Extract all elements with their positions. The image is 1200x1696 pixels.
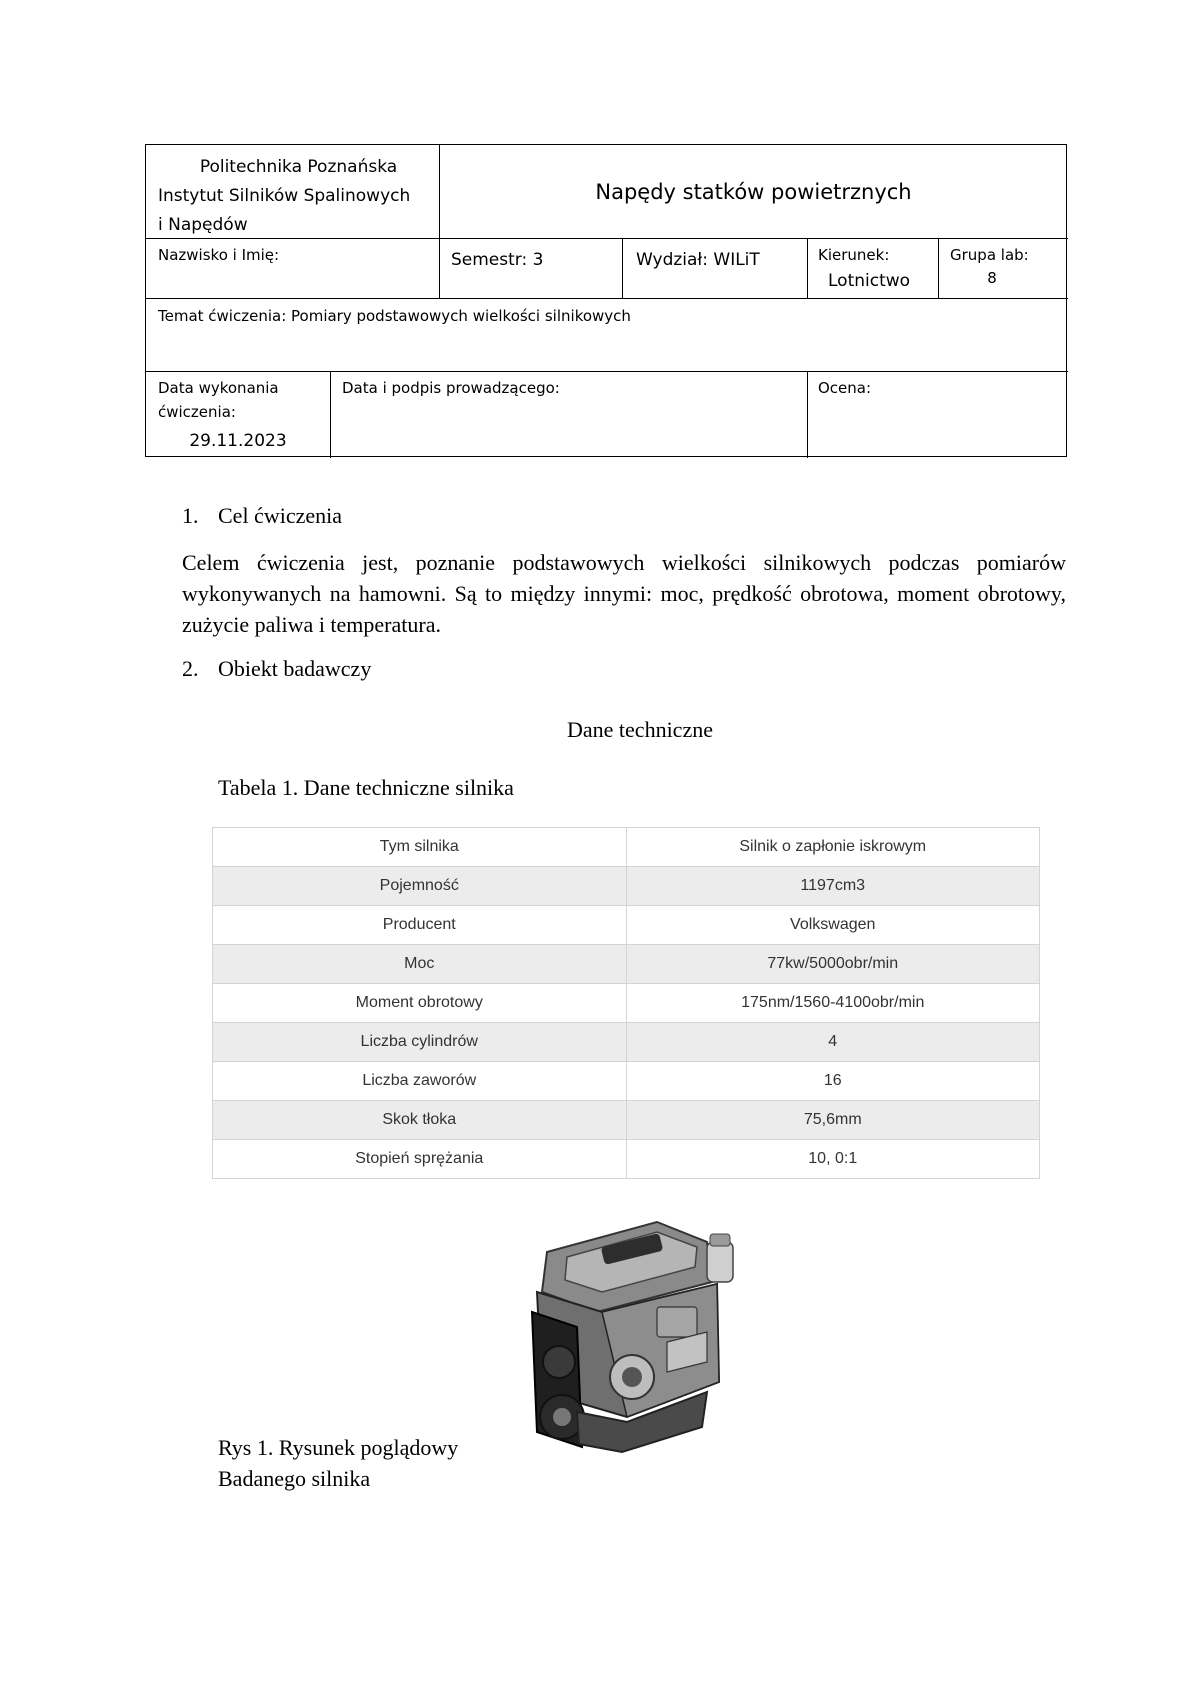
table-row (213, 1062, 1040, 1101)
spec-label: Pojemność (213, 867, 627, 906)
university-line1: Politechnika Poznańska (199, 157, 398, 177)
date-value: 29.11.2023 (189, 431, 287, 451)
spec-value: 1197cm3 (626, 867, 1040, 906)
spec-value: 4 (626, 1023, 1040, 1062)
spec-label: Tym silnika (213, 828, 627, 867)
divider (146, 298, 1068, 299)
major-label: Kierunek: (818, 246, 890, 264)
table-row (213, 828, 1040, 867)
spec-value: Silnik o zapłonie iskrowym (626, 828, 1040, 867)
spec-label: Moc (213, 945, 627, 984)
table-row (213, 867, 1040, 906)
figure-caption-line2: Badanego silnika (218, 1466, 371, 1491)
table-row (213, 1101, 1040, 1140)
date-label-line2: ćwiczenia: (158, 403, 236, 421)
university-name (146, 153, 439, 240)
semester-field: Semestr: 3 (451, 250, 544, 270)
spec-label: Liczba zaworów (213, 1062, 627, 1101)
table-row (213, 906, 1040, 945)
spec-value: 75,6mm (626, 1101, 1040, 1140)
grade-label: Ocena: (818, 379, 872, 397)
group-value: 8 (987, 269, 997, 287)
divider (146, 371, 1068, 372)
divider (622, 238, 623, 298)
group-label: Grupa lab: (950, 246, 1029, 264)
spec-label: Producent (213, 906, 627, 945)
spec-label: Liczba cylindrów (213, 1023, 627, 1062)
university-line3: i Napędów (158, 215, 248, 235)
table-row (213, 1140, 1040, 1179)
spec-label: Skok tłoka (213, 1101, 627, 1140)
section1-body: Celem ćwiczenia jest, poznanie podstawowych wielkości silnikowych podczas pomiarów wykonywanych na hamowni. Są to między innymi: moc, prędkość obrotowa, moment obrotowy, zużycie paliwa i temperatura. (182, 550, 1066, 637)
table-row (213, 945, 1040, 984)
course-title: Napędy statków powietrznych (595, 179, 912, 204)
table-row (213, 1023, 1040, 1062)
date-label-line1: Data wykonania (158, 379, 279, 397)
section1-number: 1. (182, 503, 199, 528)
subheading: Dane techniczne (567, 717, 713, 742)
figure-caption-line1: Rys 1. Rysunek poglądowy (218, 1435, 459, 1460)
name-label: Nazwisko i Imię: (158, 246, 280, 264)
table-caption: Tabela 1. Dane techniczne silnika (218, 775, 514, 800)
divider (807, 238, 808, 298)
spec-value: Volkswagen (626, 906, 1040, 945)
section2-number: 2. (182, 656, 199, 681)
spec-value: 175nm/1560-4100obr/min (626, 984, 1040, 1023)
spec-label: Moment obrotowy (213, 984, 627, 1023)
specs-table (212, 827, 1040, 1179)
spec-value: 10, 0:1 (626, 1140, 1040, 1179)
supervisor-label: Data i podpis prowadzącego: (342, 379, 560, 397)
spec-value: 16 (626, 1062, 1040, 1101)
header-table (145, 144, 1067, 457)
faculty-field: Wydział: WILiT (636, 250, 760, 270)
major-value: Lotnictwo (828, 271, 911, 291)
spec-value: 77kw/5000obr/min (626, 945, 1040, 984)
university-line2: Instytut Silników Spalinowych (158, 186, 411, 206)
divider (330, 371, 331, 458)
section2-title: Obiekt badawczy (218, 656, 372, 681)
topic-field: Temat ćwiczenia: Pomiary podstawowych wielkości silnikowych (158, 307, 631, 325)
section1-title: Cel ćwiczenia (218, 503, 342, 528)
spec-label: Stopień sprężania (213, 1140, 627, 1179)
divider (807, 371, 808, 458)
table-row (213, 984, 1040, 1023)
engine-illustration (507, 1212, 753, 1470)
